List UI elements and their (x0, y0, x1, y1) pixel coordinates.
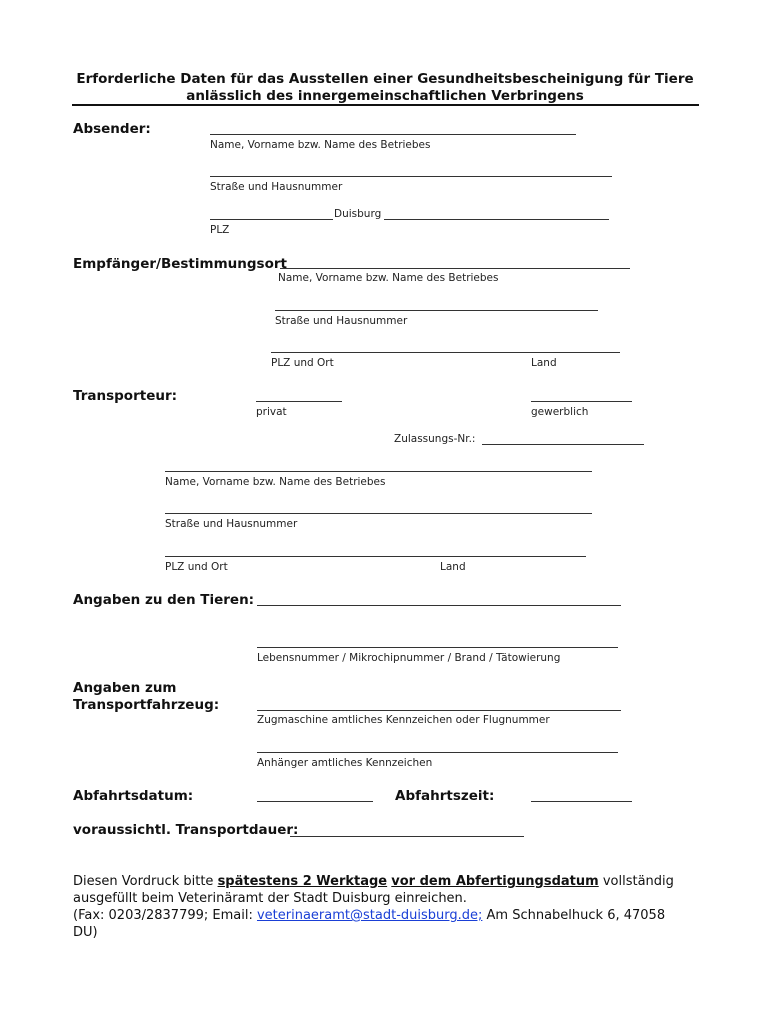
empfaenger-label: Empfänger/Bestimmungsort (73, 256, 287, 272)
transporteur-name-caption: Name, Vorname bzw. Name des Betriebes (165, 476, 386, 488)
transporteur-plz-ort-field[interactable] (165, 556, 586, 557)
transportdauer-field[interactable] (290, 836, 524, 837)
tiere-label: Angaben zu den Tieren: (73, 592, 255, 608)
absender-street-field[interactable] (210, 176, 612, 177)
transporteur-gewerblich-field[interactable] (531, 401, 632, 402)
footer-text1: Diesen Vordruck bitte (73, 874, 218, 889)
absender-name-caption: Name, Vorname bzw. Name des Betriebes (210, 139, 431, 151)
footer-email-link[interactable]: veterinaeramt@stadt-duisburg.de; (256, 908, 483, 923)
fahrzeug-tractor-field[interactable] (257, 710, 621, 711)
footer-emph-deadline: spätestens 2 Werktage (217, 874, 388, 889)
footer-contact-suffix: Am Schnabelhuck 6, 47058 DU) (73, 908, 666, 940)
transporteur-privat-caption: privat (256, 406, 287, 418)
transporteur-plz-ort-caption: PLZ und Ort (165, 561, 228, 573)
abfahrtszeit-label: Abfahrtszeit: (395, 788, 495, 804)
absender-name-field[interactable] (210, 134, 576, 135)
tiere-id-caption: Lebensnummer / Mikrochipnummer / Brand / Tätowierung (257, 652, 561, 664)
absender-label: Absender: (73, 121, 151, 137)
empfaenger-street-field[interactable] (275, 310, 598, 311)
transporteur-land-caption: Land (440, 561, 466, 573)
transportdauer-label: voraussichtl. Transportdauer: (73, 822, 299, 838)
zulassung-label: Zulassungs-Nr.: (394, 433, 476, 445)
fahrzeug-tractor-caption: Zugmaschine amtliches Kennzeichen oder Flugnummer (257, 714, 550, 726)
transporteur-name-field[interactable] (165, 471, 592, 472)
absender-city: Duisburg (334, 208, 382, 220)
tiere-id-field[interactable] (257, 647, 618, 648)
absender-plz-caption: PLZ (210, 224, 230, 236)
empfaenger-land-caption: Land (531, 357, 557, 369)
title-rule (72, 104, 699, 106)
absender-street-caption: Straße und Hausnummer (210, 181, 343, 193)
empfaenger-plz-ort-caption: PLZ und Ort (271, 357, 334, 369)
empfaenger-name-caption: Name, Vorname bzw. Name des Betriebes (278, 272, 499, 284)
empfaenger-name-field[interactable] (280, 268, 630, 269)
abfahrtsdatum-label: Abfahrtsdatum: (73, 788, 194, 804)
transporteur-street-field[interactable] (165, 513, 592, 514)
fahrzeug-trailer-caption: Anhänger amtliches Kennzeichen (257, 757, 433, 769)
form-title-line2: anlässlich des innergemeinschaftlichen Verbringens (186, 88, 584, 104)
fahrzeug-label-line1: Angaben zum (73, 680, 177, 696)
fahrzeug-label-line2: Transportfahrzeug: (73, 697, 220, 713)
abfahrtszeit-field[interactable] (531, 801, 632, 802)
absender-city-line[interactable] (384, 219, 609, 220)
footer-emph-date: vor dem Abfertigungsdatum (391, 874, 599, 889)
empfaenger-plz-ort-field[interactable] (271, 352, 620, 353)
tiere-field[interactable] (257, 605, 621, 606)
footer-note (73, 873, 693, 941)
form-title-line1: Erforderliche Daten für das Ausstellen einer Gesundheitsbescheinigung für Tiere (76, 71, 694, 87)
footer-contact-prefix: (Fax: 0203/2837799; Email: (73, 908, 257, 923)
transporteur-privat-field[interactable] (256, 401, 342, 402)
absender-plz-field[interactable] (210, 219, 333, 220)
empfaenger-street-caption: Straße und Hausnummer (275, 315, 408, 327)
transporteur-street-caption: Straße und Hausnummer (165, 518, 298, 530)
abfahrtsdatum-field[interactable] (257, 801, 373, 802)
footer-text3: vollständig ausgefüllt beim Veterinäramt der Stadt Duisburg einreichen. (73, 874, 674, 906)
transporteur-label: Transporteur: (73, 388, 178, 404)
fahrzeug-trailer-field[interactable] (257, 752, 618, 753)
transporteur-gewerblich-caption: gewerblich (531, 406, 589, 418)
zulassung-field[interactable] (482, 444, 644, 445)
